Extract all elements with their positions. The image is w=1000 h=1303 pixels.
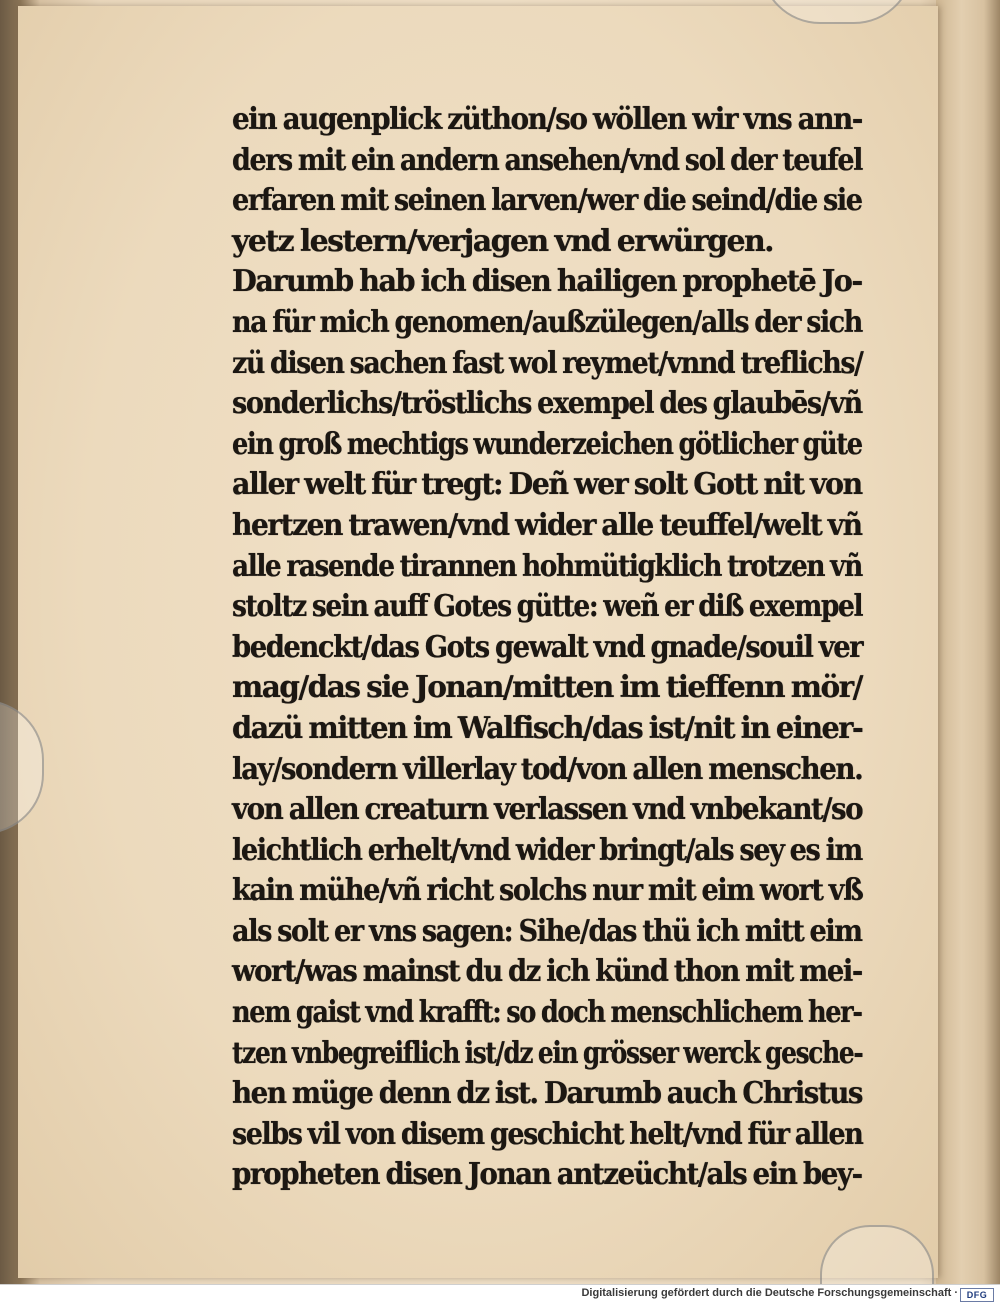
text-line: lay/sondern villerlay tod/von allen menschen. [232,751,863,787]
text-line: propheten disen Jonan antzeücht/als ein bey- [232,1157,862,1193]
text-line: na für mich genomen/außzülegen/alls der sich [232,304,862,340]
text-line: wort/was mainst du dz ich künd thon mit mei- [232,954,862,990]
text-line: alle rasende tirannen hohmütigklich trotzen vñ [232,548,862,584]
text-line: nem gaist vnd krafft: so doch menschlichem her- [232,995,862,1031]
page-text [232,100,862,1196]
next-page-edge [936,0,1000,1284]
text-line: kain mühe/vñ richt solchs nur mit eim wort vß [232,873,863,909]
text-line: ein groß mechtigs wunderzeichen götlicher güte [232,426,862,462]
text-line: mag/das sie Jonan/mitten im tieffenn mör/ [232,670,862,706]
text-line: tzen vnbegreiflich ist/dz ein grösser werck gesche- [232,1035,863,1071]
text-line: sonderlichs/tröstlichs exempel des glaubēs/vñ [232,386,862,422]
text-line: yetz lestern/verjagen vnd erwürgen. [232,223,774,259]
text-line: aller welt für tregt: Deñ wer solt Gott nit von [232,467,862,503]
text-line: stoltz sein auff Gotes gütte: weñ er diß exempel [232,589,863,625]
text-line: bedenckt/das Gots gewalt vnd gnade/souil ver [232,629,863,665]
dfg-logo: DFG [960,1288,994,1302]
text-line: hertzen trawen/vnd wider alle teuffel/welt vñ [232,507,862,543]
text-line: Darumb hab ich disen hailigen prophetē Jo- [232,264,862,300]
footer-bar [0,1284,1000,1303]
text-line: ders mit ein andern ansehen/vnd sol der teufel [232,142,862,178]
text-line: selbs vil von disem geschicht helt/vnd für allen [232,1116,863,1152]
text-line: leichtlich erhelt/vnd wider bringt/als sey es im [232,832,862,868]
text-line: ein augenplick züthon/so wöllen wir vns ann- [232,102,862,137]
text-line: dazü mitten im Walfisch/das ist/nit in einer- [232,710,863,746]
text-line: als solt er vns sagen: Sihe/das thü ich mitt eim [232,913,862,949]
text-line: hen müge denn dz ist. Darumb auch Christus [232,1076,862,1112]
text-line: erfaren mit seinen larven/wer die seind/die sie [232,183,862,219]
text-line: von allen creaturn verlassen vnd vnbekant/so [232,792,863,828]
text-line: zü disen sachen fast wol reymet/vnnd treflichs/ [232,345,863,381]
funding-notice: Digitalisierung gefördert durch die Deutsche Forschungsgemeinschaft · [581,1287,958,1299]
